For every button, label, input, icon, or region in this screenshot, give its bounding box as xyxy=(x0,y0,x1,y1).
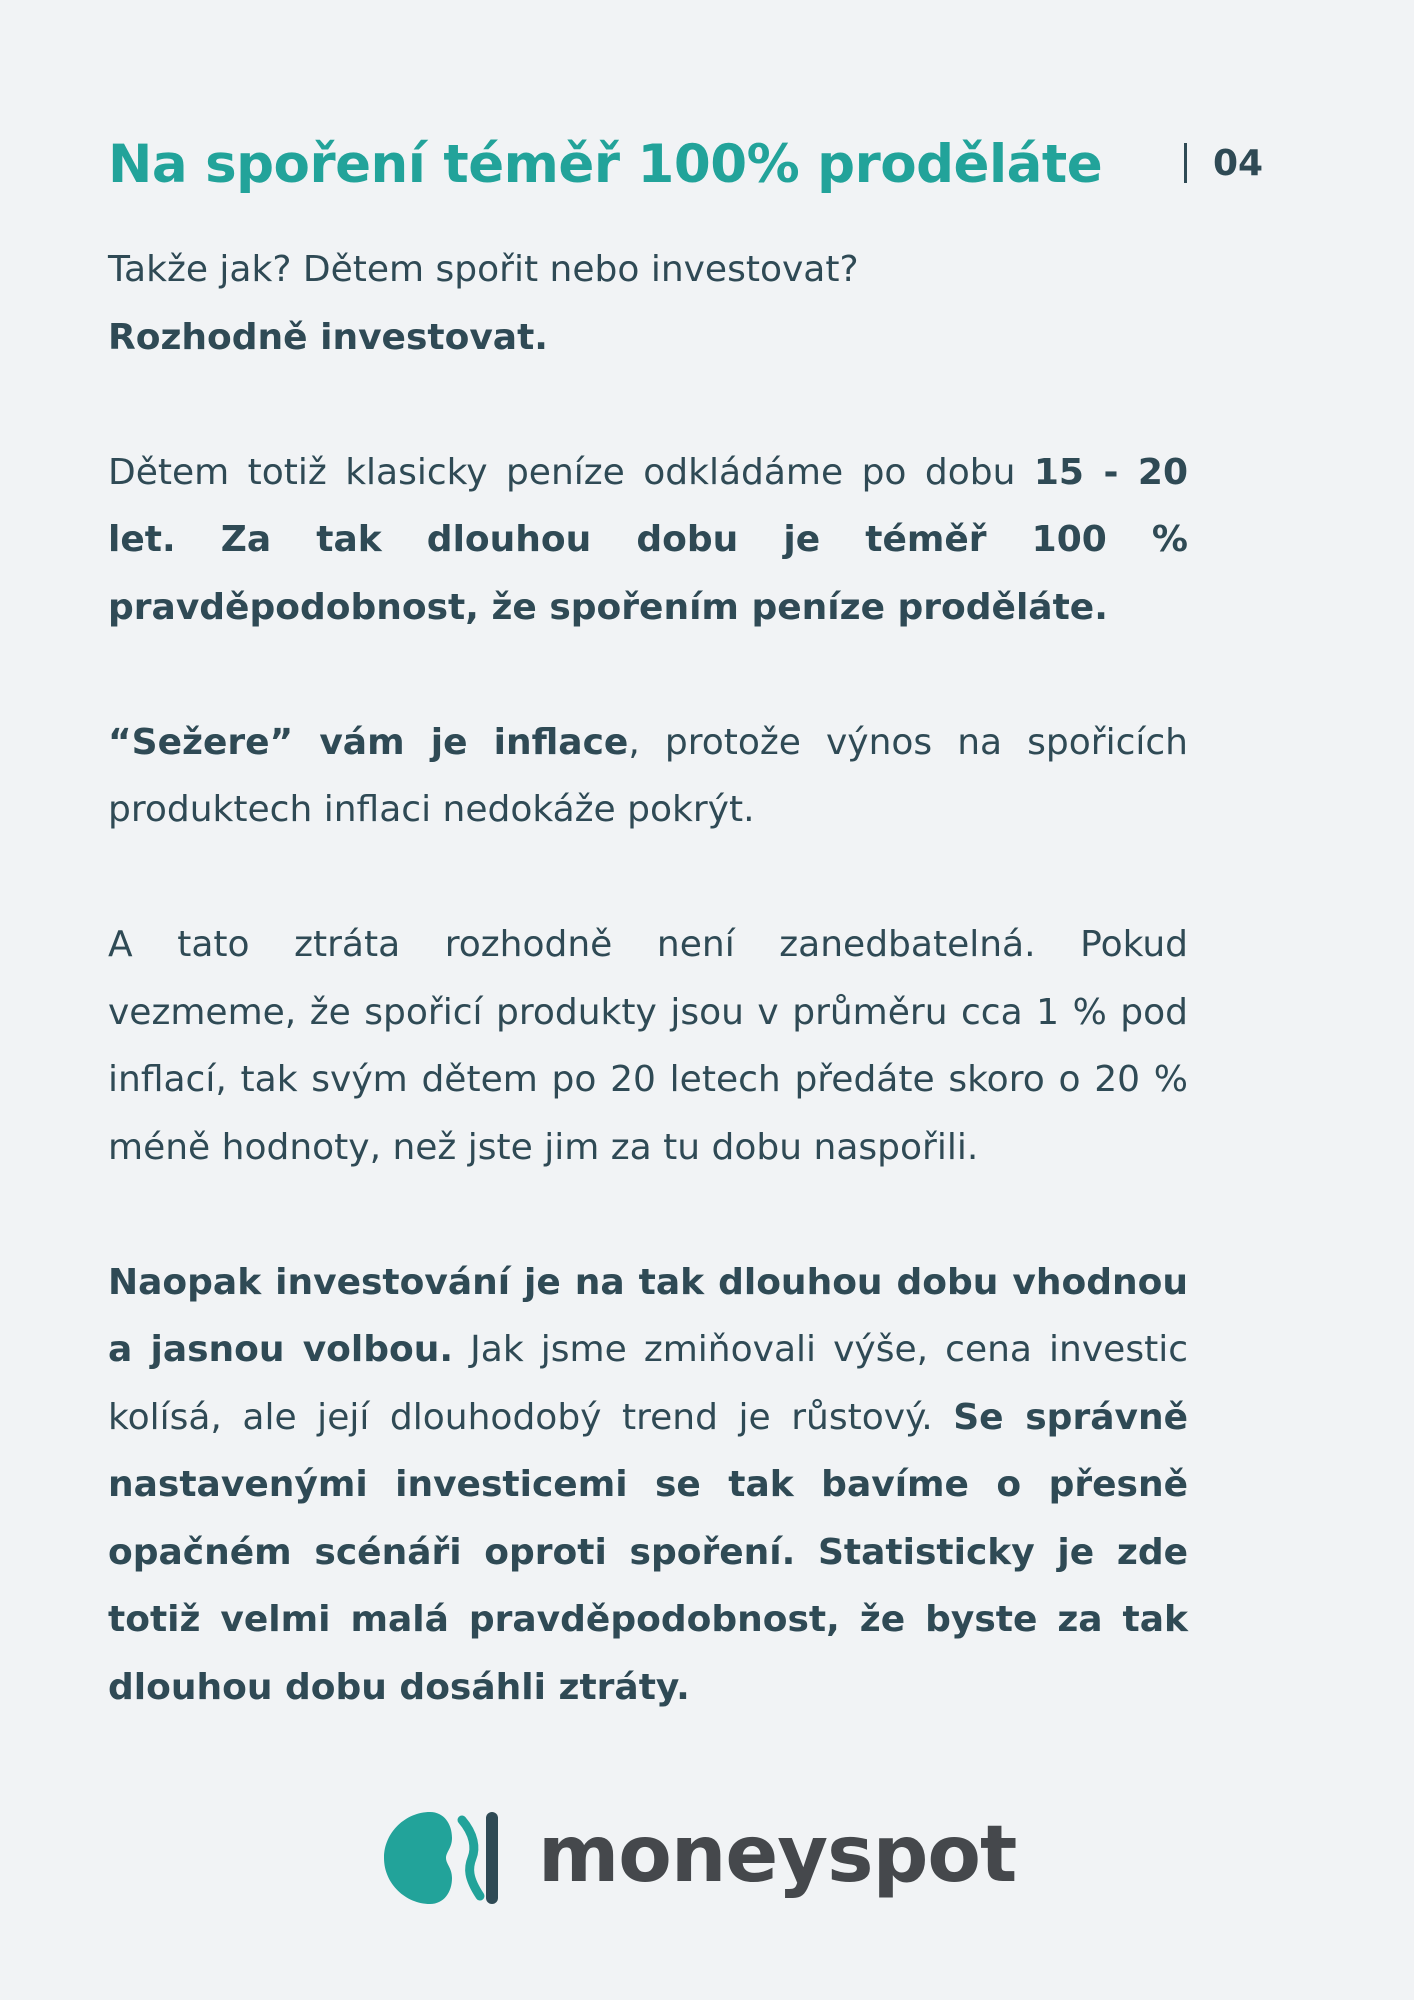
page-number: 04 xyxy=(1213,142,1264,184)
paragraph-loss xyxy=(108,911,1188,1181)
loss-text: A tato ztráta rozhodně není zanedbatelná. Pokud vezmeme, že spořicí produkty jsou v průměru cca 1 % pod inflací, tak svým dětem po 20 letech předáte skoro o 20 % méně hodnoty, než jste jim za tu dobu naspořili. xyxy=(108,924,1188,1168)
paragraph-saving-period xyxy=(108,439,1188,642)
moneyspot-logo-icon xyxy=(384,1808,500,1908)
body-text xyxy=(108,236,1188,1721)
page-number-divider xyxy=(1184,143,1187,183)
intro-answer: Rozhodně investovat. xyxy=(108,316,548,358)
saving-period-text: Dětem totiž klasicky peníze odkládáme po dobu xyxy=(108,451,1034,493)
inflation-bold: “Sežere” vám je inflace xyxy=(108,721,629,763)
intro-question: Takže jak? Dětem spořit nebo investovat? xyxy=(108,249,859,290)
investing-text: Jak jsme zmiňovali výše, cena investic kolísá, ale její dlouhodobý trend je růstový. xyxy=(108,1329,1188,1438)
paragraph-intro xyxy=(108,236,1188,371)
investing-bold-2: Se správně nastavenými investicemi se tak bavíme o přesně opačném scénáři oproti spoření. Statisticky je zde totiž velmi malá pravděpodobnost, že byste za tak dlouhou dobu dosáhli ztráty. xyxy=(108,1396,1188,1708)
paragraph-inflation xyxy=(108,709,1188,844)
paragraph-investing xyxy=(108,1249,1188,1722)
page-number-block xyxy=(1184,138,1263,188)
logo-wordmark: moneyspot xyxy=(538,1810,1017,1900)
moneyspot-logo xyxy=(384,1808,1016,1908)
investing-bold-1: Naopak investování je na tak dlouhou dobu vhodnou a jasnou volbou. xyxy=(108,1261,1188,1370)
saving-period-bold: 15 - 20 let. Za tak dlouhou dobu je téměř 100 % pravděpodobnost, že spořením peníze proděláte. xyxy=(108,451,1189,628)
inflation-text: , protože výnos na spořicích produktech inflaci nedokáže pokrýt. xyxy=(108,721,1189,830)
page-title: Na spoření téměř 100% proděláte xyxy=(108,134,1103,195)
